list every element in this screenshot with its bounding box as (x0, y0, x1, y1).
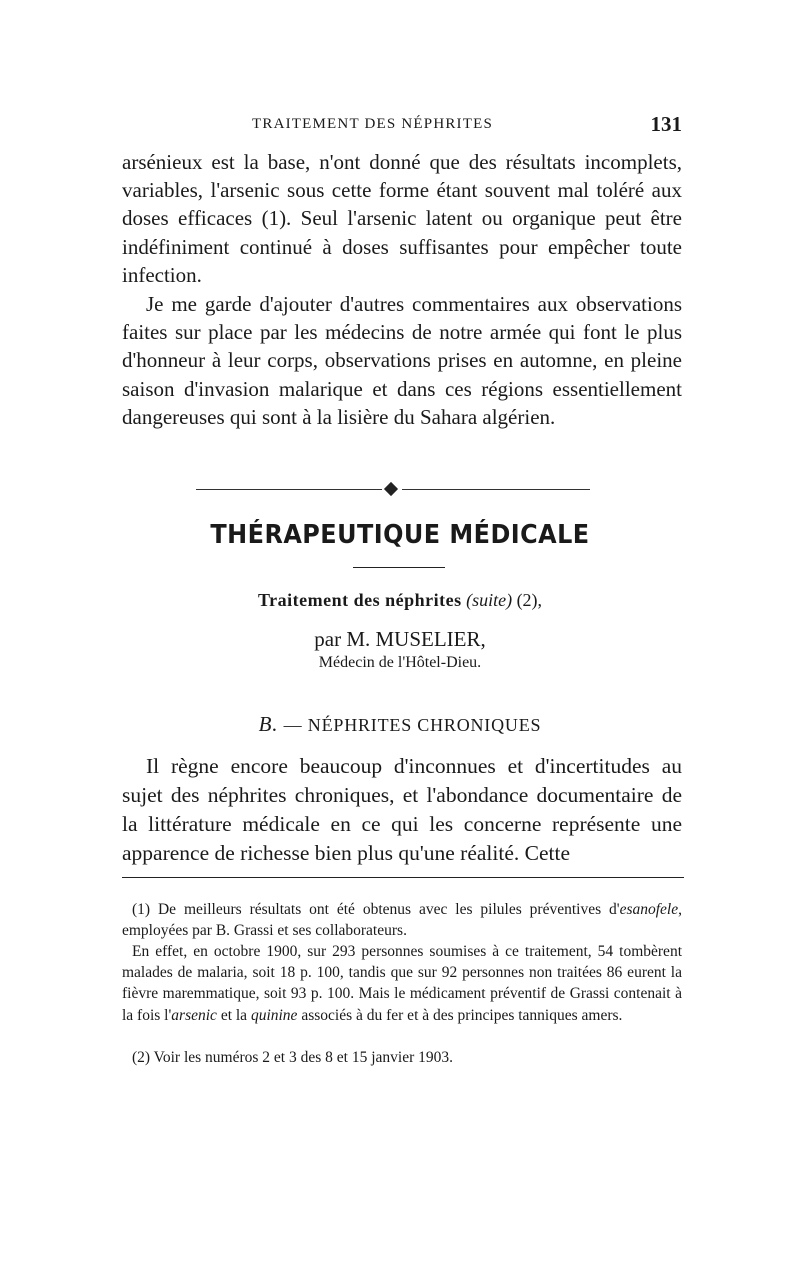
article-author: par M. MUSELIER, (314, 627, 486, 651)
footnote-1-text-a: (1) De meilleurs résultats ont été obtenus avec les pilules préventives d' (132, 901, 620, 918)
footnote-rule (122, 877, 684, 878)
article-section-title: THÉRAPEUTIQUE MÉDICALE (210, 520, 590, 550)
body-paragraph-1: arsénieux est la base, n'ont donné que des résultats incomplets, variables, l'arsenic sous cette forme étant souvent mal toléré aux doses efficaces (1). Seul l'arsenic latent ou organique peut être indéfiniment continué à doses suffisantes pour empêcher toute infection. (122, 150, 682, 287)
diamond-icon (384, 482, 398, 496)
footnote-1-text-e: associés à du fer et à des principes tanniques amers. (297, 1006, 623, 1024)
subsection-heading (0, 712, 800, 737)
footnote-1-text-c: En effet, en octobre 1900, sur 293 personnes soumises à ce traitement, 54 tombèrent malades de malaria, soit 18 p. 100, tandis que sur 92 personnes non traitées 86 eurent la fièvre maremmatique, soit 93 p. 100. Mais le médicament préventif de Grassi contenait à la fois l' (122, 943, 682, 1024)
subsection-letter: B. (258, 712, 279, 736)
ornament-line-left (196, 489, 382, 490)
title-rule (353, 567, 445, 568)
section-ornament (196, 482, 590, 498)
subtitle-main: Traitement des néphrites (257, 590, 462, 610)
footnote-2: (2) Voir les numéros 2 et 3 des 8 et 15 janvier 1903. (132, 1049, 453, 1066)
footnote-1-continued (122, 941, 682, 1026)
subtitle-footnote-ref: (2), (516, 590, 543, 610)
ornament-line-right (402, 489, 590, 490)
footnote-1-quinine: quinine (250, 1006, 298, 1024)
article-author-role: Médecin de l'Hôtel-Dieu. (318, 654, 482, 671)
subsection-dash: — (283, 715, 303, 735)
footnote-1 (122, 899, 682, 941)
footnote-1-arsenic: arsenic (171, 1006, 217, 1024)
footnote-1-text-d: et la (216, 1006, 251, 1024)
page-number: 131 (650, 112, 682, 136)
subtitle-suite: (suite) (466, 590, 513, 610)
footnote-1-text-b: , employées par B. Grassi et ses collaborateurs. (122, 901, 682, 940)
running-title: TRAITEMENT DES NÉPHRITES (252, 116, 494, 132)
running-header (122, 112, 682, 142)
article-subtitle (0, 590, 800, 611)
article-paragraph-1: Il règne encore beaucoup d'inconnues et d'incertitudes au sujet des néphrites chroniques, et l'abondance documentaire de la littérature médicale en ce qui les concerne représente une apparence de richesse bien plus qu'une réalité. Cette (122, 754, 682, 865)
body-paragraph-2: Je me garde d'ajouter d'autres commentaires aux observations faites sur place par les médecins de notre armée qui font le plus d'honneur à leur corps, observations prises en automne, en pleine saison d'invasion malarique et dans ces régions essentiellement dangereuses qui sont à la lisière du Sahara algérien. (122, 292, 682, 429)
subsection-name: NÉPHRITES CHRONIQUES (307, 715, 542, 735)
footnote-1-esanofele: esanofele (619, 901, 679, 918)
